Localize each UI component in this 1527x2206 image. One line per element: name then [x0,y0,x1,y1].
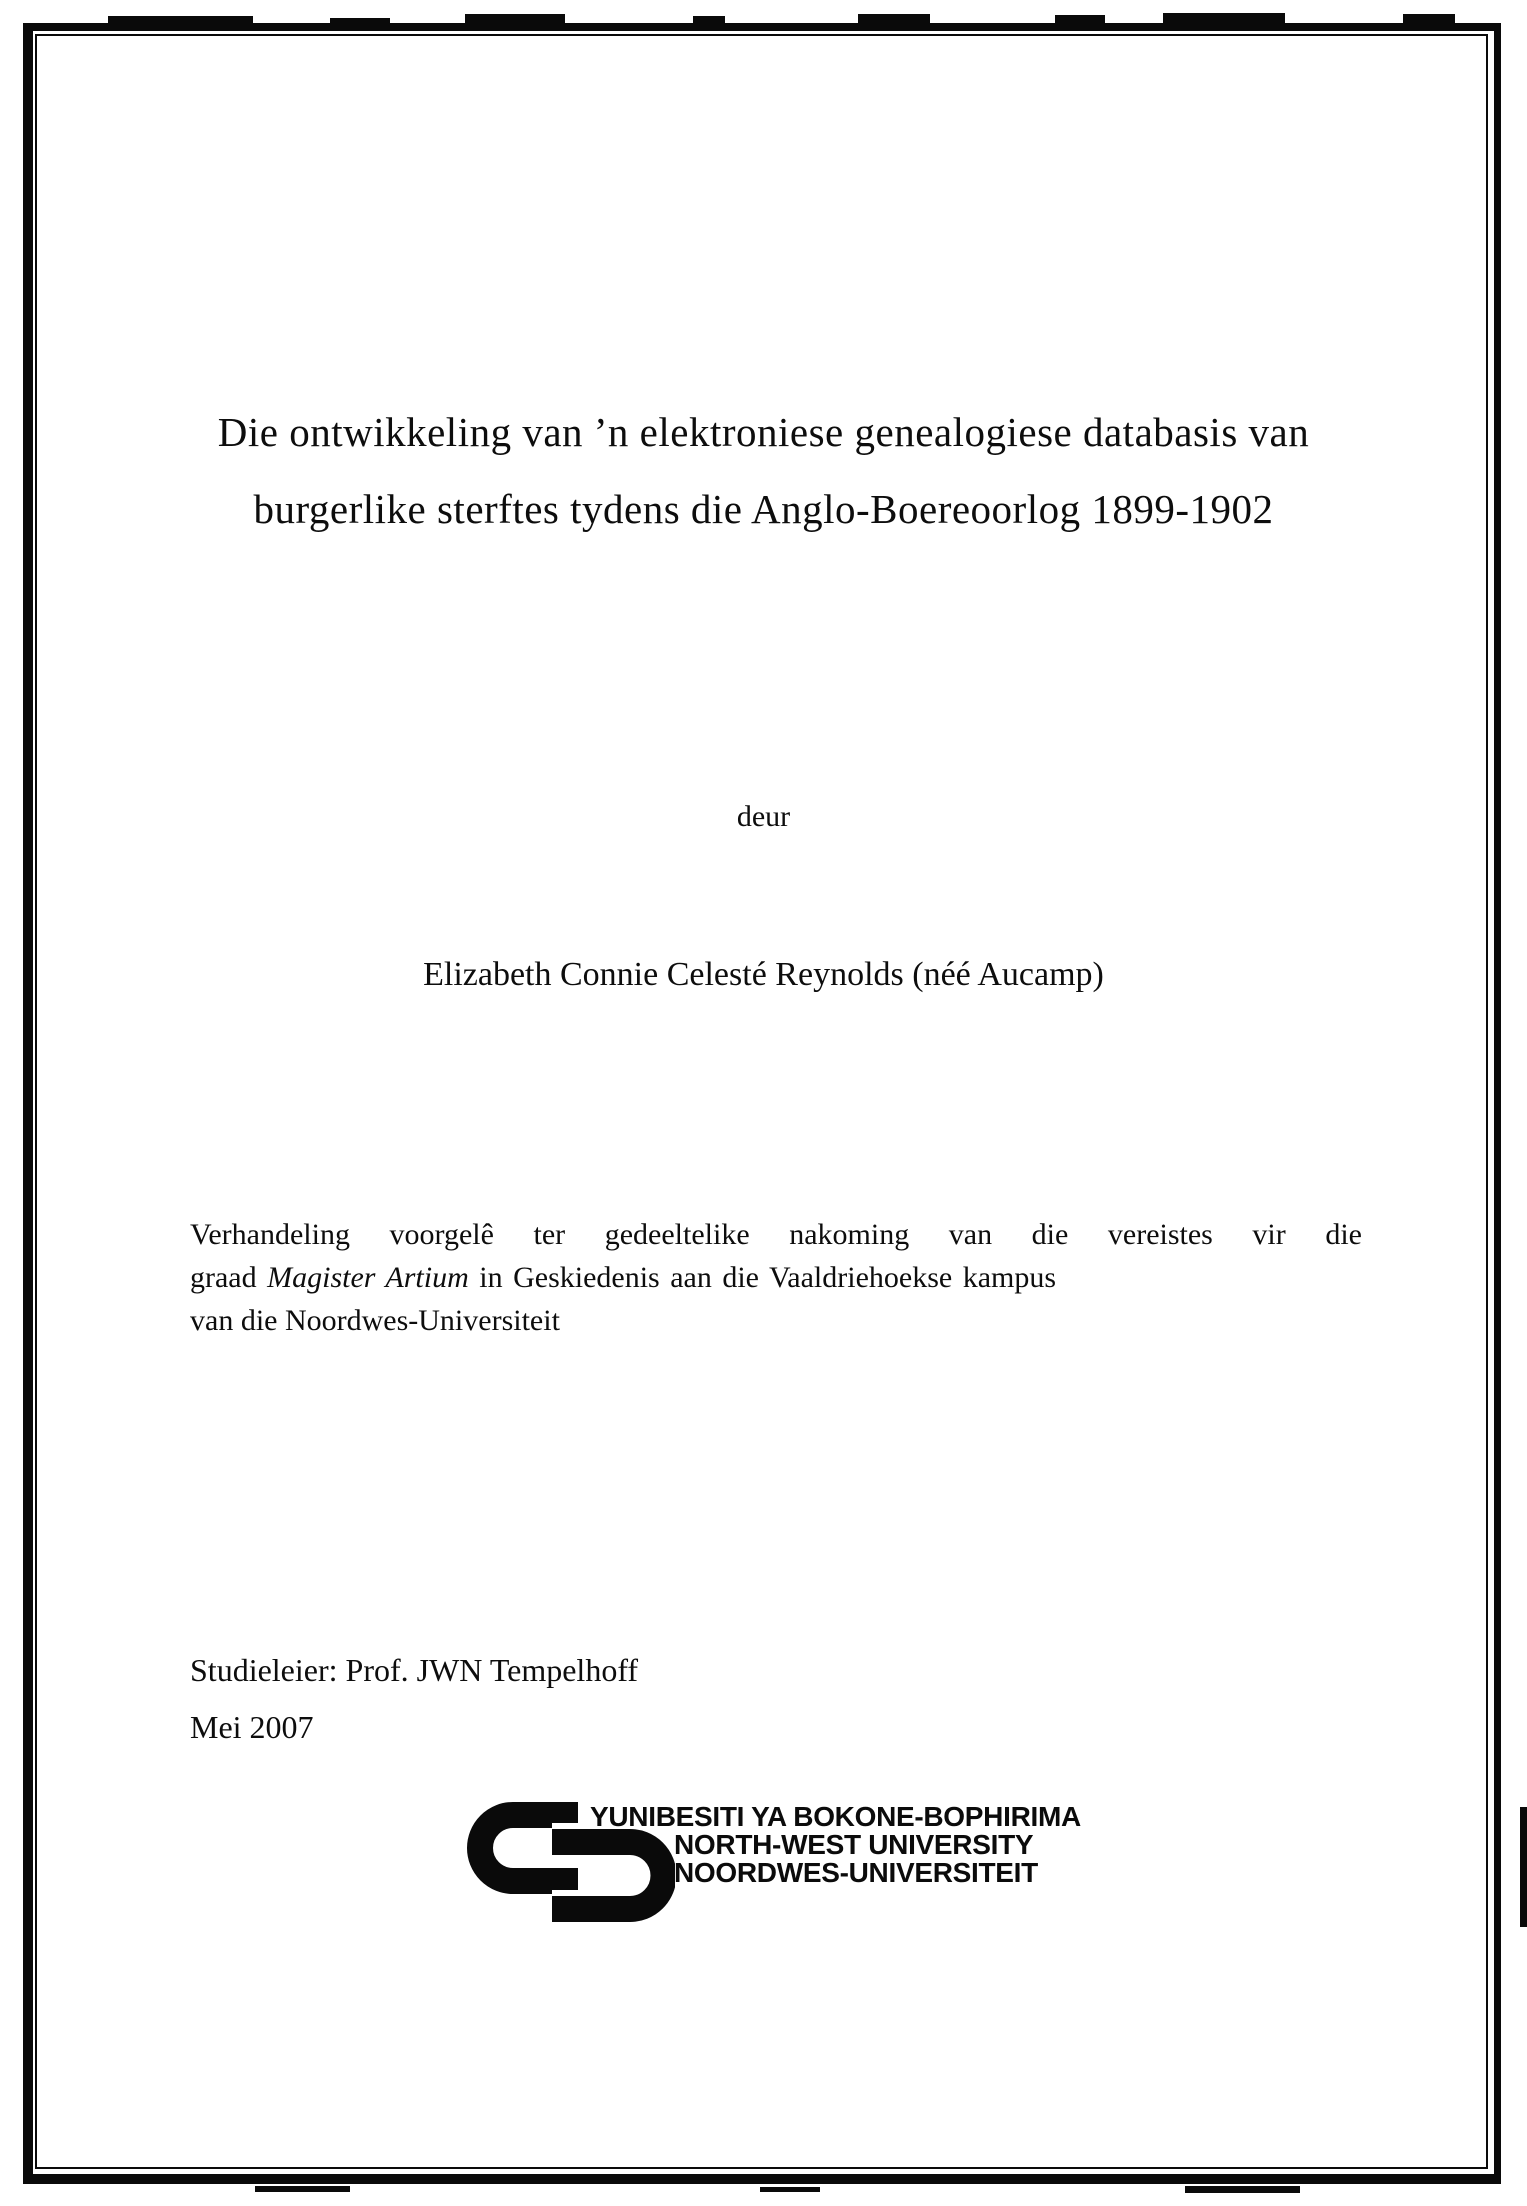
logo-text-setswana: YUNIBESITI YA BOKONE-BOPHIRIMA [590,1801,1081,1832]
date-line: Mei 2007 [190,1709,314,1745]
thesis-title-line1: Die ontwikkeling van ’n elektroniese genealogiese databasis van [217,409,1310,455]
scan-artifact [1163,13,1285,23]
scan-artifact [693,16,725,23]
scan-artifact [858,14,930,23]
declaration-line2-suffix: in Geskiedenis aan die Vaaldriehoekse kampus [468,1261,1057,1294]
scan-artifact [255,2186,350,2192]
scan-artifact [1403,14,1455,23]
scan-artifact [760,2187,820,2192]
scan-artifact [1185,2186,1300,2193]
scan-artifact [1520,1807,1527,1927]
byline-label: deur [736,800,791,833]
scan-artifact [465,14,565,23]
author-name: Elizabeth Connie Celesté Reynolds (néé Aucamp) [423,956,1104,993]
declaration-line3: van die Noordwes-Universiteit [190,1304,560,1337]
scan-artifact [1055,15,1105,23]
scan-artifact [108,16,253,23]
thesis-title [150,394,1377,548]
supervisor-line: Studieleier: Prof. JWN Tempelhoff [190,1652,639,1688]
degree-declaration [190,1213,1362,1342]
declaration-line2 [190,1256,1362,1299]
degree-name: Magister Artium [267,1261,469,1294]
thesis-title-line2: burgerlike sterftes tydens die Anglo-Boereoorlog 1899-1902 [253,486,1274,532]
declaration-line1: Verhandeling voorgelê ter gedeeltelike nakoming van die vereistes vir die [190,1218,1362,1251]
scan-artifact [330,18,390,24]
university-logo-text [590,1803,1081,1887]
university-logo [455,1790,1155,1990]
logo-text-afrikaans: NOORDWES-UNIVERSITEIT [674,1857,1038,1888]
supervisor-block [190,1642,638,1756]
logo-text-english: NORTH-WEST UNIVERSITY [674,1829,1034,1860]
declaration-line2-prefix: graad [190,1261,268,1294]
